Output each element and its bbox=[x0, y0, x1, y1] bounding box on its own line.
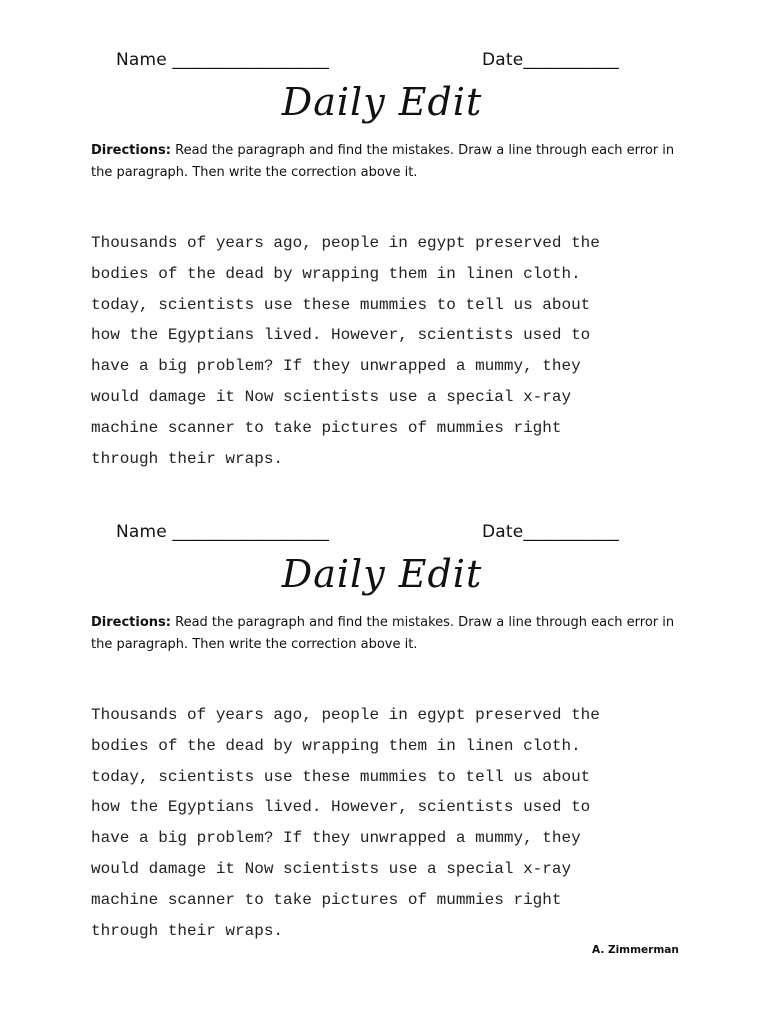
name-field-label: Name __________________ bbox=[116, 522, 330, 542]
worksheet-title: Daily Edit bbox=[281, 80, 483, 124]
paragraph-line: how the Egyptians lived. However, scientists used to bbox=[91, 326, 591, 345]
author-credit: A. Zimmerman bbox=[592, 944, 679, 956]
paragraph-line: would damage it Now scientists use a special x-ray bbox=[91, 387, 572, 406]
directions-label: Directions: bbox=[91, 143, 171, 158]
worksheet bbox=[0, 0, 770, 472]
name-field-label: Name __________________ bbox=[116, 50, 330, 70]
paragraph-line: bodies of the dead by wrapping them in linen cloth. bbox=[91, 736, 581, 755]
paragraph-line: machine scanner to take pictures of mummies right bbox=[91, 418, 562, 437]
paragraph-line: would damage it Now scientists use a special x-ray bbox=[91, 859, 572, 878]
paragraph-line: machine scanner to take pictures of mummies right bbox=[91, 890, 562, 909]
directions-text: Read the paragraph and find the mistakes. Draw a line through each error in the paragraph. Then write the correction above it. bbox=[91, 615, 675, 652]
edit-paragraph bbox=[91, 228, 711, 474]
worksheet bbox=[0, 472, 770, 944]
paragraph-line: today, scientists use these mummies to tell us about bbox=[91, 295, 591, 314]
paragraph-line: through their wraps. bbox=[91, 921, 284, 940]
edit-paragraph bbox=[91, 700, 711, 946]
paragraph-line: have a big problem? If they unwrapped a mummy, they bbox=[91, 357, 581, 376]
date-field-label: Date___________ bbox=[482, 50, 620, 70]
paragraph-line: through their wraps. bbox=[91, 449, 284, 468]
directions bbox=[91, 612, 691, 656]
paragraph-line: bodies of the dead by wrapping them in linen cloth. bbox=[91, 264, 581, 283]
directions-label: Directions: bbox=[91, 615, 171, 630]
paragraph-line: how the Egyptians lived. However, scientists used to bbox=[91, 798, 591, 817]
directions bbox=[91, 140, 691, 184]
directions-text: Read the paragraph and find the mistakes. Draw a line through each error in the paragraph. Then write the correction above it. bbox=[91, 143, 675, 180]
date-field-label: Date___________ bbox=[482, 522, 620, 542]
worksheet-title: Daily Edit bbox=[281, 552, 483, 596]
paragraph-line: today, scientists use these mummies to tell us about bbox=[91, 767, 591, 786]
paragraph-line: Thousands of years ago, people in egypt preserved the bbox=[91, 706, 600, 724]
paragraph-line: Thousands of years ago, people in egypt preserved the bbox=[91, 234, 600, 252]
paragraph-line: have a big problem? If they unwrapped a mummy, they bbox=[91, 829, 581, 848]
